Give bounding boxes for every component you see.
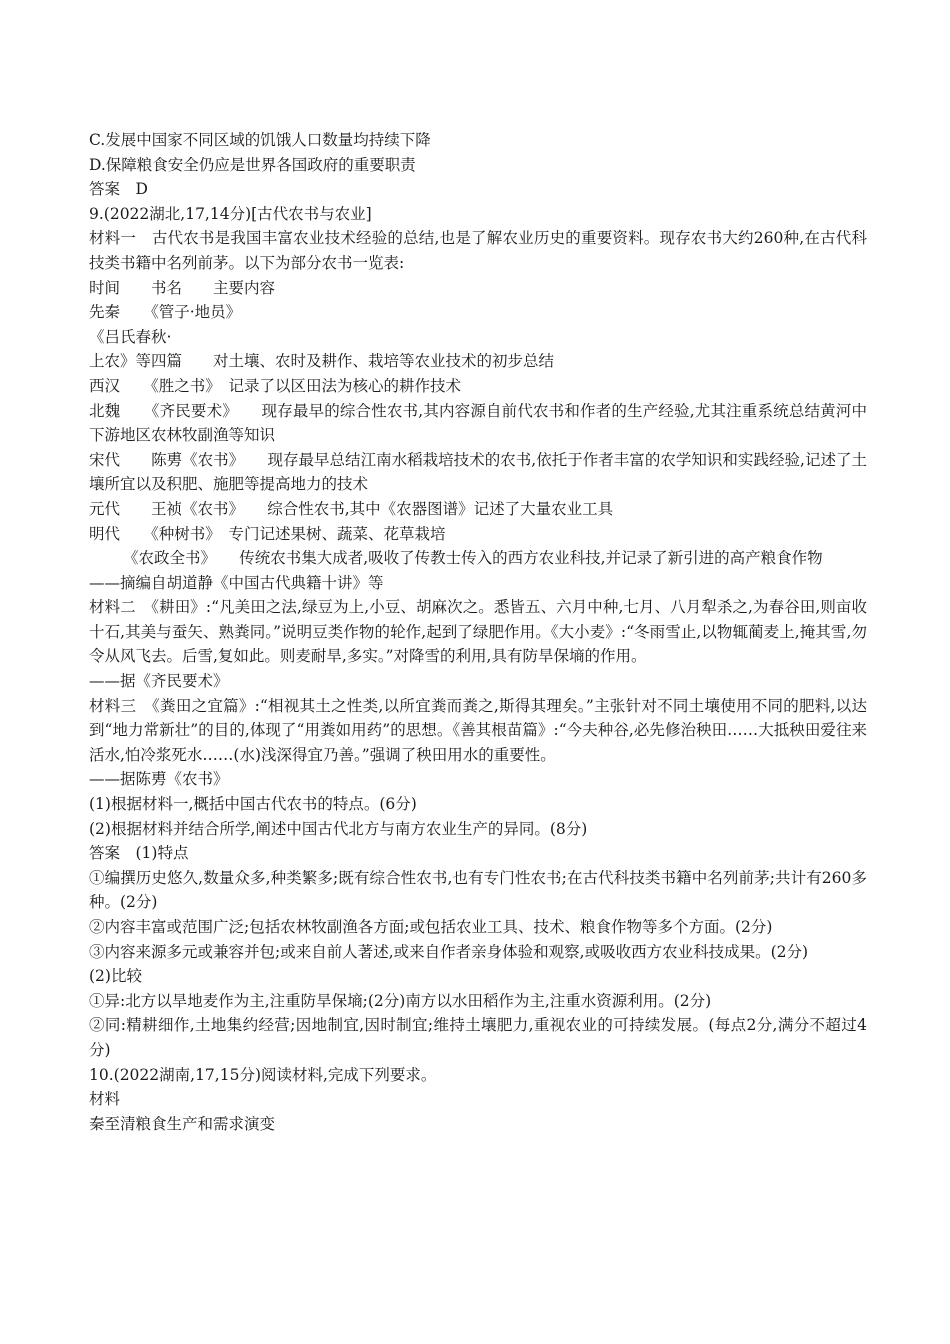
- document-page: [89, 128, 867, 1136]
- option-c: C.发展中国家不同区域的饥饿人口数量均持续下降: [89, 131, 431, 149]
- answer-8: 答案 D: [89, 180, 148, 199]
- source-1: ——摘编自胡道静《中国古代典籍十讲》等: [89, 573, 384, 592]
- answer-9-2-point-2: ②同:精耕细作,土地集约经营;因地制宜,因时制宜;维持土壤肥力,重视农业的可持续发展。(每点2分,满分不超过4分): [89, 1016, 867, 1059]
- question-9-2: (2)根据材料并结合所学,阐述中国古代北方与南方农业生产的异同。(8分): [89, 819, 588, 838]
- question-9-heading: 9.(2022湖北,17,14分)[古代农书与农业]: [89, 204, 372, 223]
- answer-9-1-point-1: ①编撰历史悠久,数量众多,种类繁多;既有综合性农书,也有专门性农书;在古代科技类书籍中名列前茅;共计有260多种。(2分): [89, 868, 867, 912]
- answer-9-2-point-1: ①异:北方以旱地麦作为主,注重防旱保墒;(2分)南方以水田稻作为主,注重水资源利用。(2分): [89, 991, 712, 1010]
- table-row-mingdai: 明代 《种树书》 专门记述果树、蔬菜、花草栽培: [89, 524, 446, 543]
- table-row-songdai: 宋代 陈旉《农书》 现存最早总结江南水稻栽培技术的农书,依托于作者丰富的农学知识和实践经验,记述了土壤所宜以及积肥、施肥等提高地力的技术: [89, 450, 867, 494]
- source-2: ——据《齐民要术》: [89, 672, 229, 691]
- table-row-lvshi-1: 《吕氏春秋·: [89, 327, 172, 346]
- answer-9-2-heading: (2)比较: [89, 967, 142, 986]
- table-title: 秦至清粮食生产和需求演变: [89, 1114, 276, 1133]
- source-3: ——据陈旉《农书》: [89, 770, 229, 789]
- table-row-beiwei: 北魏 《齐民要术》 现存最早的综合性农书,其内容源自前代农书和作者的生产经验,尤其注重系统总结黄河中下游地区农林牧副渔等知识: [89, 401, 867, 445]
- material-3: 材料三 《粪田之宜篇》:“相视其土之性类,以所宜粪而粪之,斯得其理矣。”主张针对不同土壤使用不同的肥料,以达到“地力常新壮”的目的,体现了“用粪如用药”的思想。《善其根苗篇》:“今夫种谷,必先修治秧田……大抵秧田爱往来活水,怕冷浆死水……(水)浅深得宜乃善。”强调了秧田用水的重要性。: [89, 696, 867, 764]
- table-row-xihan: 西汉 《胜之书》 记录了以区田法为核心的耕作技术: [89, 376, 462, 395]
- question-10-heading: 10.(2022湖南,17,15分)阅读材料,完成下列要求。: [89, 1065, 437, 1084]
- table-row-nongzheng: 《农政全书》 传统农书集大成者,吸收了传教士传入的西方农业科技,并记录了新引进的高产粮食作物: [123, 549, 823, 568]
- material-1-intro: 材料一 古代农书是我国丰富农业技术经验的总结,也是了解农业历史的重要资料。现存农书大约260种,在古代科技类书籍中名列前茅。以下为部分农书一览表:: [89, 229, 867, 272]
- answer-9-1-point-2: ②内容丰富或范围广泛;包括农林牧副渔各方面;或包括农业工具、技术、粮食作物等多个方面。(2分): [89, 918, 773, 936]
- question-9-1: (1)根据材料一,概括中国古代农书的特点。(6分): [89, 795, 417, 814]
- material-2: 材料二 《耕田》:“凡美田之法,绿豆为上,小豆、胡麻次之。悉皆五、六月中种,七月、八月犁杀之,为春谷田,则亩收十石,其美与蚕矢、熟粪同。”说明豆类作物的轮作,起到了绿肥作用。《大小麦》:“冬雨雪止,以物辄蔺麦上,掩其雪,勿令从风飞去。后雪,复如此。则麦耐旱,多实。”对降雪的利用,具有防旱保墒的作用。: [89, 598, 867, 666]
- table-row-lvshi-2: 上农》等四篇 对土壤、农时及耕作、栽培等农业技术的初步总结: [89, 352, 555, 371]
- answer-9-heading: 答案 (1)特点: [89, 844, 189, 863]
- table-header-row: 时间 书名 主要内容: [89, 278, 276, 297]
- answer-9-1-point-3: ③内容来源多元或兼容并包;或来自前人著述,或来自作者亲身体验和观察,或吸收西方农业科技成果。(2分): [89, 942, 809, 961]
- table-row-xianqin: 先秦 《管子·地员》: [89, 303, 242, 322]
- option-d: D.保障粮食安全仍应是世界各国政府的重要职责: [89, 155, 416, 174]
- table-row-yuandai: 元代 王祯《农书》 综合性农书,其中《农器图谱》记述了大量农业工具: [89, 499, 614, 518]
- material-label: 材料: [89, 1090, 121, 1109]
